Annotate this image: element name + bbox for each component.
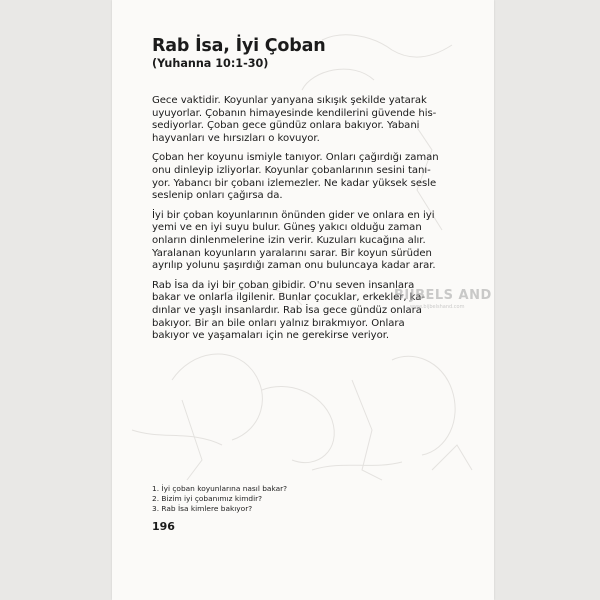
story-body	[152, 95, 472, 343]
text-line: yor. Yabancı bir çobanı izlemezler. Ne kadar yüksek sesle	[152, 177, 437, 189]
text-line: yemi ve en iyi suyu bulur. Güneş yakıcı olduğu zaman	[152, 222, 422, 234]
paragraph-1	[152, 95, 472, 145]
text-line: onların dinlenmelerine izin verir. Kuzuları kucağına alır.	[152, 234, 426, 246]
text-line: sediyorlar. Çoban gece gündüz onlara bakıyor. Yabani	[152, 120, 420, 132]
watermark-url: www.bijbelshand.com	[410, 304, 465, 310]
text-line: bakıyor. Bir an bile onları yalnız bırakmıyor. Onlara	[152, 317, 405, 329]
text-line: ayrılıp yolunu şaşırdığı zaman onu buluncaya kadar arar.	[152, 260, 436, 272]
question-item: 2. Bizim iyi çobanımız kimdir?	[152, 494, 263, 503]
watermark-logo: BIJBELS AND	[394, 288, 492, 303]
text-line: bakar ve onlarla ilgilenir. Bunlar çocuklar, erkekler, ka-	[152, 292, 426, 304]
text-line: İyi bir çoban koyunlarının önünden gider ve onlara en iyi	[152, 209, 435, 221]
question-list	[152, 484, 472, 514]
page-content	[152, 36, 472, 350]
text-line: Çoban her koyunu ismiyle tanıyor. Onları çağırdığı zaman	[152, 152, 439, 164]
text-line: Rab İsa da iyi bir çoban gibidir. O'nu seven insanlara	[152, 279, 415, 291]
question-item: 1. İyi çoban koyunlarına nasıl bakar?	[152, 484, 288, 493]
paragraph-4	[152, 280, 472, 343]
text-line: onu dinleyip izliyorlar. Koyunlar çobanlarının sesini tanı-	[152, 164, 431, 176]
question-item: 3. Rab İsa kimlere bakıyor?	[152, 504, 253, 513]
paragraph-3	[152, 210, 472, 273]
book-page	[112, 0, 494, 600]
text-line: hayvanları ve hırsızları o kovuyor.	[152, 132, 320, 144]
text-line: Gece vaktidir. Koyunlar yanyana sıkışık şekilde yatarak	[152, 95, 427, 106]
page-number: 196	[152, 520, 175, 533]
scripture-reference: (Yuhanna 10:1-30)	[152, 57, 269, 70]
text-line: bakıyor ve yaşamaları için ne gerekirse veriyor.	[152, 330, 390, 342]
paragraph-2	[152, 152, 472, 202]
text-line: uyuyorlar. Çobanın himayesinde kendilerini güvende his-	[152, 107, 437, 119]
text-line: Yaralanan koyunların yaralarını sarar. Bir koyun sürüden	[152, 247, 432, 259]
story-title: Rab İsa, İyi Çoban	[152, 36, 326, 56]
text-line: seslenip onları çağırsa da.	[152, 190, 283, 202]
text-line: dınlar ve yaşlı insanlardır. Rab İsa gece gündüz onlara	[152, 304, 422, 316]
